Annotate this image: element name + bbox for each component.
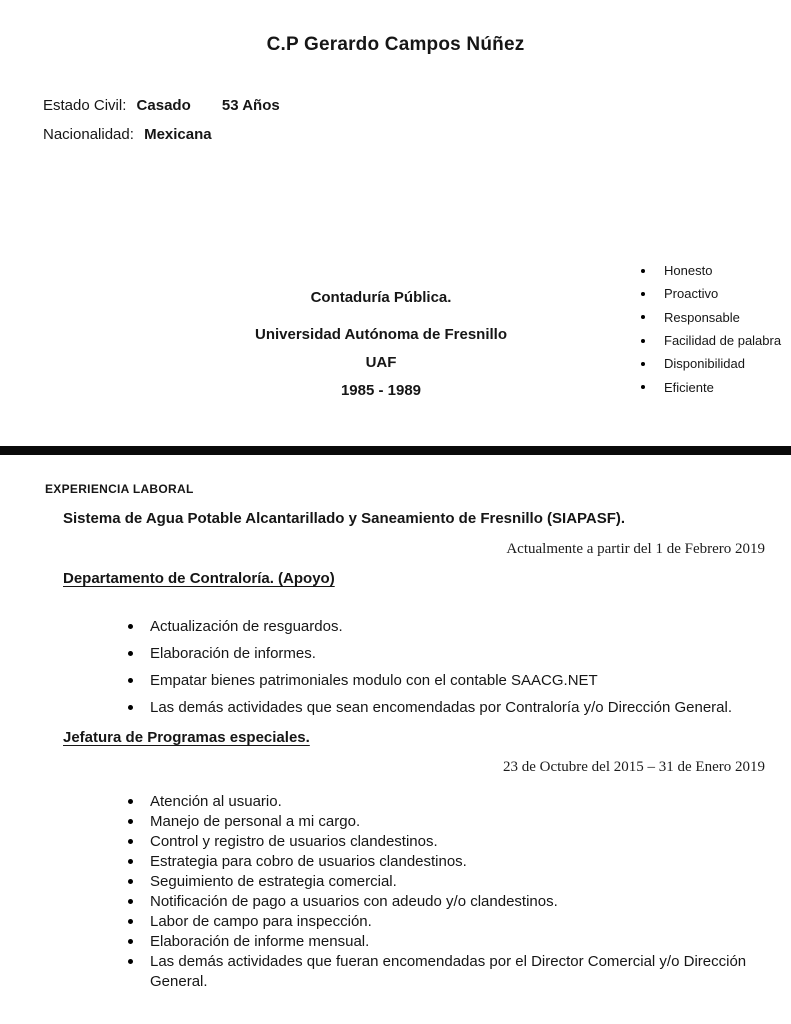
activity-item bbox=[128, 892, 766, 912]
estado-civil-row bbox=[43, 97, 280, 115]
activity-text: Las demás actividades que sean encomendadas por Contraloría y/o Dirección General. bbox=[150, 699, 732, 716]
estado-civil-value: Casado bbox=[136, 97, 191, 114]
education-acronym: UAF bbox=[365, 354, 397, 371]
quality-label: Facilidad de palabra bbox=[664, 333, 782, 349]
activity-item bbox=[128, 617, 788, 636]
job-title-programas: Jefatura de Programas especiales. bbox=[63, 729, 310, 746]
activity-item bbox=[128, 671, 788, 690]
activity-text: Actualización de resguardos. bbox=[150, 618, 343, 635]
activity-text: Elaboración de informe mensual. bbox=[150, 933, 370, 950]
activity-item bbox=[128, 792, 766, 812]
programas-position-date: 23 de Octubre del 2015 – 31 de Enero 2019 bbox=[502, 759, 765, 775]
section-divider bbox=[0, 446, 791, 455]
activity-text: Notificación de pago a usuarios con adeudo y/o clandestinos. bbox=[150, 893, 558, 910]
job-title-contraloria: Departamento de Contraloría. (Apoyo) bbox=[63, 570, 335, 587]
activity-text: Labor de campo para inspección. bbox=[150, 913, 372, 930]
nacionalidad-row bbox=[43, 126, 280, 144]
activity-text: Las demás actividades que fueran encomendadas por el Director Comercial y/o Dirección General. bbox=[150, 953, 747, 990]
contraloria-activities-list bbox=[88, 617, 788, 725]
document-title: C.P Gerardo Campos Núñez bbox=[266, 34, 525, 55]
activity-item bbox=[128, 832, 766, 852]
education-period: 1985 - 1989 bbox=[340, 382, 422, 399]
personal-info bbox=[43, 97, 280, 155]
activity-text: Control y registro de usuarios clandestinos. bbox=[150, 833, 438, 850]
activity-text: Atención al usuario. bbox=[150, 793, 282, 810]
current-position-date: Actualmente a partir del 1 de Febrero 2019 bbox=[506, 541, 765, 557]
nacionalidad-value: Mexicana bbox=[144, 126, 212, 143]
activity-text: Elaboración de informes. bbox=[150, 645, 316, 662]
activity-text: Empatar bienes patrimoniales modulo con el contable SAACG.NET bbox=[150, 672, 598, 689]
estado-civil-label: Estado Civil: bbox=[43, 97, 127, 114]
nacionalidad-label: Nacionalidad: bbox=[43, 126, 134, 143]
education-institution: Universidad Autónoma de Fresnillo bbox=[255, 326, 507, 343]
quality-label: Responsable bbox=[664, 309, 740, 325]
activity-item bbox=[128, 698, 788, 717]
quality-label: Disponibilidad bbox=[664, 356, 745, 372]
quality-label: Proactivo bbox=[664, 286, 719, 302]
activity-item bbox=[128, 912, 766, 932]
education-block bbox=[0, 288, 762, 409]
activity-item bbox=[128, 644, 788, 663]
activity-item bbox=[128, 852, 766, 872]
activity-item bbox=[128, 932, 766, 952]
quality-label: Eficiente bbox=[664, 379, 714, 395]
activity-item bbox=[128, 872, 766, 892]
company-name: Sistema de Agua Potable Alcantarillado y Saneamiento de Fresnillo (SIAPASF). bbox=[63, 510, 626, 527]
programas-activities-list bbox=[88, 792, 766, 992]
activity-item bbox=[128, 952, 766, 992]
experience-section-heading: EXPERIENCIA LABORAL bbox=[45, 482, 194, 496]
quality-label: Honesto bbox=[664, 263, 713, 279]
edad-value: 53 Años bbox=[221, 97, 280, 114]
quality-item bbox=[641, 259, 781, 282]
activity-item bbox=[128, 812, 766, 832]
activity-text: Estrategia para cobro de usuarios clandestinos. bbox=[150, 853, 467, 870]
activity-text: Seguimiento de estrategia comercial. bbox=[150, 873, 397, 890]
education-degree: Contaduría Pública. bbox=[310, 289, 452, 306]
activity-text: Manejo de personal a mi cargo. bbox=[150, 813, 361, 830]
